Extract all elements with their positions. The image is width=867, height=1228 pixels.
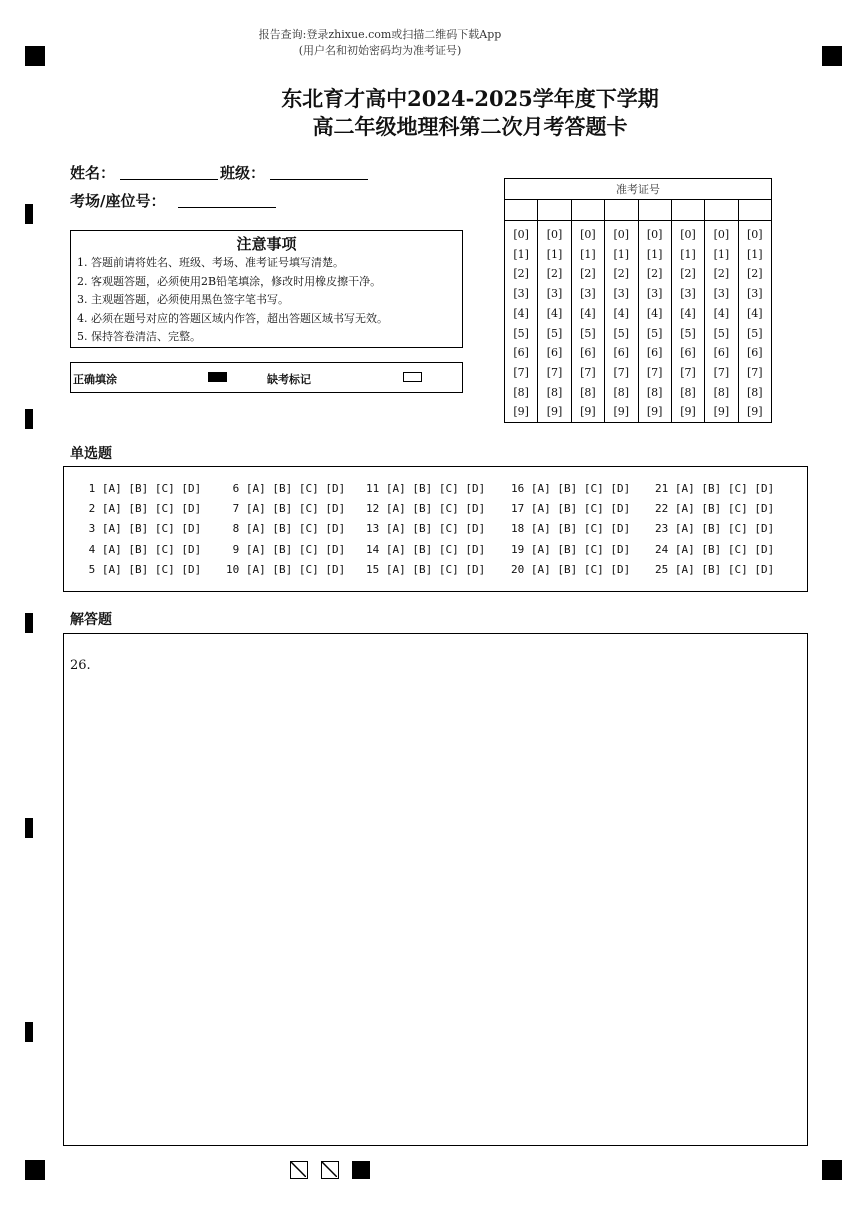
- exam-id-bubble[interactable]: [9]: [513, 405, 529, 419]
- exam-id-bubble[interactable]: [5]: [713, 326, 730, 340]
- name-label: 姓名：: [70, 164, 116, 182]
- exam-id-bubble[interactable]: [6]: [680, 346, 696, 360]
- answer-section-title: 解答题: [70, 612, 112, 628]
- exam-title: 东北育才高中2024-2025学年度下学期: [281, 86, 659, 111]
- exam-id-bubble[interactable]: [0]: [513, 228, 529, 241]
- exam-id-bubble[interactable]: [4]: [747, 306, 763, 320]
- exam-id-bubble[interactable]: [0]: [580, 228, 596, 241]
- mc-column[interactable]: 1 [A] [B] [C] [D] 2 [A] [B] [C] [D] 3 [A] [B] [C] [D] 4 [A] [B] [C] [D] 5 [A] [B] [C] [D]: [88, 482, 202, 576]
- exam-id-bubble[interactable]: [3]: [646, 287, 663, 301]
- exam-id-bubble[interactable]: [4]: [513, 306, 529, 320]
- exam-id-bubble[interactable]: [8]: [613, 385, 630, 399]
- exam-id-bubble[interactable]: [0]: [646, 228, 663, 241]
- exam-id-digit-column: [671, 221, 704, 423]
- side-mark: [25, 1022, 33, 1042]
- exam-id-bubble[interactable]: [7]: [513, 365, 529, 379]
- exam-subtitle: 高二年级地理科第二次月考答题卡: [312, 114, 628, 139]
- exam-id-bubble[interactable]: [5]: [680, 326, 696, 340]
- exam-id-bubble[interactable]: [7]: [713, 365, 730, 379]
- exam-id-bubble[interactable]: [1]: [580, 247, 596, 261]
- report-query-note: 报告查询:登录zhixue.com或扫描二维码下载App: [258, 28, 502, 41]
- exam-id-bubble[interactable]: [3]: [513, 287, 529, 301]
- exam-id-bubble[interactable]: [0]: [680, 228, 696, 241]
- exam-id-bubble[interactable]: [2]: [713, 267, 730, 281]
- exam-id-digit-column: [538, 221, 571, 423]
- exam-id-write-cell[interactable]: [705, 200, 738, 221]
- exam-id-digit-column: [505, 221, 538, 423]
- room-seat-field[interactable]: [178, 207, 276, 208]
- absent-mark-box[interactable]: [403, 372, 422, 382]
- mc-column[interactable]: 11 [A] [B] [C] [D] 12 [A] [B] [C] [D] 13 [A] [B] [C] [D] 14 [A] [B] [C] [D] 15 [A] [B] [C] [D]: [366, 482, 486, 576]
- exam-id-title: 准考证号: [505, 179, 772, 200]
- exam-id-bubble[interactable]: [9]: [613, 405, 630, 419]
- exam-id-write-cell[interactable]: [605, 200, 638, 221]
- correct-fill-sample: [208, 372, 227, 382]
- note-item: 5. 保持答卷清洁、完整。: [77, 330, 201, 343]
- exam-id-bubble[interactable]: [1]: [546, 247, 563, 261]
- exam-id-bubble[interactable]: [0]: [747, 228, 763, 241]
- exam-id-bubble[interactable]: [8]: [680, 385, 696, 399]
- answer-box-26[interactable]: [63, 633, 808, 1146]
- exam-id-bubble[interactable]: [9]: [747, 405, 763, 419]
- note-item: 1. 答题前请将姓名、班级、考场、准考证号填写清楚。: [77, 256, 344, 269]
- mc-column[interactable]: 6 [A] [B] [C] [D] 7 [A] [B] [C] [D] 8 [A] [B] [C] [D] 9 [A] [B] [C] [D] 10 [A] [B] [C] [D]: [226, 482, 346, 576]
- exam-id-bubble[interactable]: [7]: [613, 365, 630, 379]
- exam-id-bubble[interactable]: [2]: [747, 267, 763, 281]
- exam-id-bubble[interactable]: [0]: [613, 228, 630, 241]
- exam-id-bubble[interactable]: [7]: [646, 365, 663, 379]
- exam-id-bubble[interactable]: [3]: [680, 287, 696, 301]
- exam-id-bubble[interactable]: [1]: [646, 247, 663, 261]
- exam-id-bubble[interactable]: [8]: [546, 385, 563, 399]
- room-seat-label: 考场/座位号：: [70, 192, 166, 210]
- exam-id-bubble[interactable]: [5]: [613, 326, 630, 340]
- exam-id-bubble[interactable]: [5]: [646, 326, 663, 340]
- exam-id-write-cell[interactable]: [738, 200, 771, 221]
- exam-id-digit-column: [738, 221, 771, 423]
- exam-id-digit-column: [605, 221, 638, 423]
- question-26-number: 26.: [70, 658, 91, 673]
- mc-column[interactable]: 16 [A] [B] [C] [D] 17 [A] [B] [C] [D] 18 [A] [B] [C] [D] 19 [A] [B] [C] [D] 20 [A] [B] [C] [D]: [511, 482, 631, 576]
- exam-id-bubble[interactable]: [5]: [580, 326, 596, 340]
- exam-id-grid: [504, 178, 772, 423]
- page-mark-filled: [352, 1161, 370, 1179]
- exam-id-bubble[interactable]: [8]: [646, 385, 663, 399]
- exam-id-bubble[interactable]: [9]: [580, 405, 596, 419]
- exam-id-bubble[interactable]: [6]: [713, 346, 730, 360]
- login-note: (用户名和初始密码均为准考证号): [298, 44, 462, 57]
- exam-id-bubble[interactable]: [4]: [613, 306, 630, 320]
- exam-id-bubble[interactable]: [1]: [513, 247, 529, 261]
- notes-title: 注意事项: [236, 235, 297, 253]
- exam-id-bubble[interactable]: [4]: [580, 306, 596, 320]
- exam-id-bubble[interactable]: [4]: [713, 306, 730, 320]
- exam-id-bubble[interactable]: [9]: [646, 405, 663, 419]
- side-mark: [25, 613, 33, 633]
- exam-id-bubble[interactable]: [2]: [580, 267, 596, 281]
- exam-id-bubble[interactable]: [2]: [513, 267, 529, 281]
- exam-id-bubble[interactable]: [5]: [546, 326, 563, 340]
- exam-id-bubble[interactable]: [1]: [613, 247, 630, 261]
- legend-box: [70, 362, 463, 393]
- exam-id-write-cell[interactable]: [538, 200, 571, 221]
- mc-column[interactable]: 21 [A] [B] [C] [D] 22 [A] [B] [C] [D] 23 [A] [B] [C] [D] 24 [A] [B] [C] [D] 25 [A] [B] [C] [D]: [655, 482, 775, 576]
- exam-id-bubble[interactable]: [6]: [513, 346, 529, 360]
- exam-id-bubble[interactable]: [3]: [713, 287, 730, 301]
- side-mark: [25, 204, 33, 224]
- exam-id-bubble[interactable]: [4]: [646, 306, 663, 320]
- exam-id-bubble[interactable]: [4]: [680, 306, 696, 320]
- page-mark-crossed: [290, 1161, 308, 1179]
- page-mark-crossed: [321, 1161, 339, 1179]
- exam-id-bubble[interactable]: [7]: [747, 365, 763, 379]
- exam-id-write-cell[interactable]: [638, 200, 671, 221]
- single-choice-title: 单选题: [70, 446, 112, 462]
- exam-id-bubble[interactable]: [8]: [580, 385, 596, 399]
- exam-id-bubble[interactable]: [5]: [513, 326, 529, 340]
- exam-id-digit-column: [705, 221, 738, 423]
- exam-id-bubble[interactable]: [7]: [680, 365, 696, 379]
- exam-id-bubble[interactable]: [2]: [613, 267, 630, 281]
- side-mark: [25, 409, 33, 429]
- exam-id-digit-column: [638, 221, 671, 423]
- exam-id-bubble[interactable]: [3]: [747, 287, 763, 301]
- notes-box: [70, 230, 463, 348]
- exam-id-bubble[interactable]: [6]: [747, 346, 763, 360]
- exam-id-bubble[interactable]: [2]: [680, 267, 696, 281]
- exam-id-bubble[interactable]: [6]: [646, 346, 663, 360]
- exam-id-bubble[interactable]: [1]: [747, 247, 763, 261]
- exam-id-bubble[interactable]: [3]: [613, 287, 630, 301]
- exam-id-bubble[interactable]: [2]: [646, 267, 663, 281]
- exam-id-bubble[interactable]: [3]: [546, 287, 563, 301]
- exam-id-bubble[interactable]: [2]: [546, 267, 563, 281]
- exam-id-bubble[interactable]: [5]: [747, 326, 763, 340]
- exam-id-write-cell[interactable]: [571, 200, 604, 221]
- exam-id-bubble[interactable]: [7]: [580, 365, 596, 379]
- exam-id-bubble[interactable]: [9]: [546, 405, 563, 419]
- class-field[interactable]: [270, 179, 368, 180]
- note-item: 4. 必须在题号对应的答题区域内作答，超出答题区域书写无效。: [77, 311, 388, 325]
- corner-mark-bottom-right: [822, 1160, 842, 1180]
- exam-id-bubble[interactable]: [8]: [747, 385, 763, 399]
- corner-mark-top-right: [822, 46, 842, 66]
- exam-id-bubble[interactable]: [8]: [513, 385, 529, 399]
- exam-id-bubble[interactable]: [1]: [680, 247, 696, 261]
- correct-fill-label: 正确填涂: [73, 373, 117, 386]
- corner-mark-bottom-left: [25, 1160, 45, 1180]
- side-mark: [25, 818, 33, 838]
- class-label: 班级：: [220, 164, 266, 182]
- exam-id-bubble[interactable]: [6]: [613, 346, 630, 360]
- exam-id-bubble[interactable]: [6]: [546, 346, 563, 360]
- exam-id-bubble[interactable]: [9]: [713, 405, 730, 419]
- name-field[interactable]: [120, 179, 218, 180]
- exam-id-bubble[interactable]: [0]: [546, 228, 563, 241]
- exam-id-bubble[interactable]: [1]: [713, 247, 730, 261]
- exam-id-bubble[interactable]: [3]: [580, 287, 596, 301]
- exam-id-digit-column: [571, 221, 604, 423]
- single-choice-box: [63, 466, 808, 592]
- exam-id-bubble[interactable]: [7]: [546, 365, 563, 379]
- exam-id-bubble[interactable]: [8]: [713, 385, 730, 399]
- exam-id-write-cell[interactable]: [505, 200, 538, 221]
- exam-id-bubble[interactable]: [0]: [713, 228, 730, 241]
- exam-id-bubble[interactable]: [9]: [680, 405, 696, 419]
- exam-id-bubble[interactable]: [6]: [580, 346, 596, 360]
- exam-id-write-cell[interactable]: [671, 200, 704, 221]
- note-item: 2. 客观题答题，必须使用2B铅笔填涂，修改时用橡皮擦干净。: [77, 274, 382, 288]
- note-item: 3. 主观题答题，必须使用黑色签字笔书写。: [77, 293, 289, 306]
- absent-mark-label: 缺考标记: [267, 373, 311, 386]
- exam-id-bubble[interactable]: [4]: [546, 306, 563, 320]
